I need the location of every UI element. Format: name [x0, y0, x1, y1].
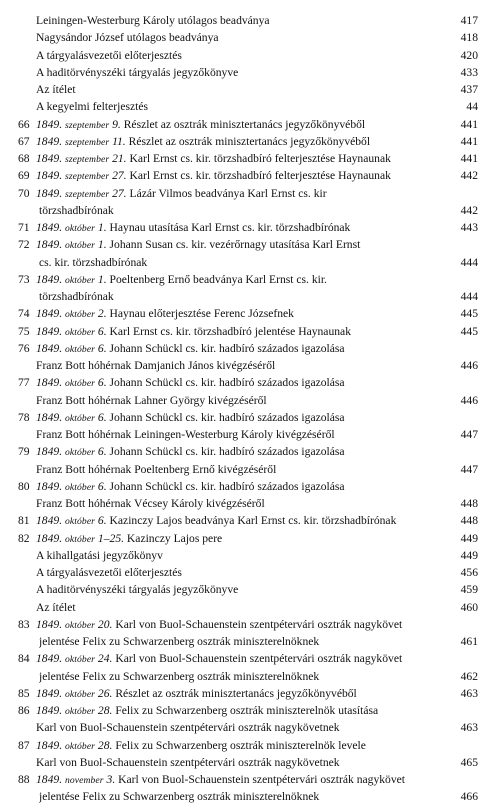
entry-number: 71 [18, 221, 30, 234]
entry-page-number: 442 [460, 169, 478, 183]
entry-year: 1849. [36, 134, 63, 148]
entry-text: jelentése Felix zu Schwarzenberg osztrák miniszterelnöknek [39, 790, 320, 804]
entry-text: Az ítélet [36, 83, 76, 96]
toc-entry [18, 495, 478, 512]
entry-title [36, 495, 448, 512]
toc-entry [18, 357, 478, 374]
entry-year: 1849. [36, 773, 63, 786]
entry-month: október [65, 412, 96, 424]
entry-title [36, 12, 448, 29]
table-of-contents [18, 12, 478, 806]
entry-month: október [65, 378, 96, 390]
entry-text: Részlet az osztrák minisztertanács jegyzőkönyvéből [123, 117, 366, 131]
entry-page-number: 443 [460, 221, 478, 234]
entry-text: Kazinczy Lajos pere [126, 531, 223, 545]
entry-year: 1849. [36, 531, 63, 545]
entry-page-number: 459 [460, 583, 478, 597]
entry-title [36, 133, 448, 151]
entry-title [36, 150, 448, 168]
entry-title [36, 426, 448, 443]
toc-entry [18, 737, 478, 754]
toc-entry [18, 426, 478, 443]
entry-month: október [65, 240, 96, 252]
entry-day: 6. [97, 341, 107, 355]
entry-page-number: 441 [460, 152, 478, 165]
entry-page-number: 445 [460, 307, 478, 321]
entry-title [36, 547, 448, 564]
entry-title [36, 167, 448, 185]
entry-page-number: 446 [460, 359, 478, 372]
entry-text: Karl von Buol-Schauenstein szentpétervári osztrák nagykövet [115, 617, 403, 631]
entry-title [36, 599, 448, 616]
entry-month: szeptember [65, 154, 110, 165]
entry-day: 6. [97, 514, 107, 528]
toc-entry [18, 219, 478, 236]
entry-number: 85 [18, 686, 30, 700]
entry-title [39, 288, 448, 305]
entry-text: Johann Schückl cs. kir. hadbíró százados igazolása [109, 479, 345, 493]
entry-number: 76 [18, 341, 30, 355]
entry-text: Karl Ernst cs. kir. törzshadbíró jelentése Haynaunak [109, 324, 351, 338]
entry-page-number: 448 [460, 514, 478, 528]
entry-page-number: 446 [460, 393, 478, 407]
entry-number: 72 [18, 238, 30, 252]
toc-entry [18, 116, 478, 133]
entry-title [36, 409, 448, 427]
entry-year: 1849. [36, 445, 63, 459]
entry-month: október [65, 533, 96, 545]
toc-entry [18, 12, 478, 29]
entry-year: 1849. [36, 376, 63, 390]
entry-title [36, 29, 448, 46]
toc-entry [18, 47, 478, 64]
entry-year: 1849. [36, 410, 63, 424]
entry-text: A tárgyalásvezetői előterjesztés [36, 566, 182, 579]
toc-entry [18, 254, 478, 271]
toc-entry [18, 599, 478, 616]
toc-entry [18, 771, 478, 788]
entry-year: 1849. [36, 617, 63, 631]
entry-year: 1849. [36, 169, 63, 183]
entry-year: 1849. [36, 652, 63, 666]
entry-month: szeptember [65, 119, 110, 131]
entry-text: Az ítélet [36, 600, 76, 614]
entry-number: 81 [18, 514, 30, 528]
entry-title [36, 719, 448, 736]
entry-title [36, 443, 448, 461]
entry-text: Franz Bott hóhérnak Lahner György kivégzéséről [36, 393, 267, 407]
entry-day: 11. [112, 134, 126, 148]
entry-title [36, 323, 448, 341]
entry-text: Poeltenberg Ernő beadványa Karl Ernst cs. kir. [109, 272, 327, 286]
entry-text: cs. kir. törzshadbírónak [39, 255, 148, 269]
entry-month: szeptember [65, 136, 110, 148]
entry-page-number: 441 [460, 117, 478, 131]
entry-title [36, 47, 448, 64]
entry-number: 79 [18, 445, 30, 459]
entry-title [36, 771, 448, 789]
entry-page-number: 465 [460, 755, 478, 769]
toc-entry [18, 323, 478, 340]
toc-entry [18, 29, 478, 46]
entry-page-number: 444 [460, 290, 478, 303]
entry-title [39, 633, 448, 650]
toc-entry [18, 512, 478, 529]
entry-day: 28. [97, 704, 113, 717]
entry-page-number: 463 [460, 721, 478, 735]
entry-text: Franz Bott hóhérnak Damjanich János kivégzéséről [36, 359, 276, 372]
entry-number: 82 [18, 531, 30, 545]
entry-page-number: 418 [460, 31, 478, 45]
entry-number: 67 [18, 134, 30, 148]
entry-page-number: 44 [466, 100, 478, 114]
entry-page-number: 441 [460, 134, 478, 148]
toc-entry [18, 633, 478, 650]
entry-title [36, 530, 448, 548]
toc-entry [18, 788, 478, 805]
entry-title [39, 202, 448, 219]
entry-text: Johann Schückl cs. kir. hadbíró százados igazolása [109, 410, 345, 424]
entry-day: 6. [97, 376, 107, 390]
entry-month: október [65, 740, 96, 752]
toc-entry [18, 719, 478, 736]
entry-day: 1–25. [97, 531, 125, 545]
entry-text: Nagysándor József utólagos beadványa [36, 31, 219, 45]
entry-page-number: 448 [460, 497, 478, 510]
entry-title [39, 254, 448, 271]
entry-day: 20. [97, 617, 113, 631]
entry-year: 1849. [36, 704, 63, 717]
entry-title [36, 392, 448, 409]
entry-page-number: 461 [460, 635, 478, 648]
entry-page-number: 449 [460, 531, 478, 545]
entry-year: 1849. [36, 272, 63, 286]
entry-text: Franz Bott hóhérnak Vécsey Károly kivégzéséről [36, 497, 265, 510]
entry-month: október [65, 706, 96, 717]
entry-year: 1849. [36, 152, 63, 165]
entry-title [36, 81, 448, 98]
entry-text: jelentése Felix zu Schwarzenberg osztrák miniszterelnöknek [39, 669, 320, 683]
toc-entry [18, 133, 478, 150]
entry-page-number: 456 [460, 566, 478, 579]
entry-year: 1849. [36, 186, 63, 200]
entry-day: 1. [97, 221, 107, 234]
entry-title [36, 64, 448, 81]
entry-text: Johann Schückl cs. kir. hadbíró százados igazolása [109, 376, 345, 390]
entry-day: 6. [97, 324, 107, 338]
entry-year: 1849. [36, 514, 63, 528]
entry-page-number: 449 [460, 548, 478, 562]
entry-title [36, 98, 448, 115]
entry-title [36, 340, 448, 358]
entry-page-number: 433 [460, 65, 478, 79]
entry-title [36, 185, 448, 203]
entry-number: 84 [18, 652, 30, 666]
entry-number: 68 [18, 152, 30, 165]
entry-text: A kihallgatási jegyzőkönyv [36, 548, 163, 562]
entry-year: 1849. [36, 324, 63, 338]
toc-entry [18, 530, 478, 547]
entry-title [36, 271, 448, 289]
entry-day: 27. [112, 186, 127, 200]
toc-entry [18, 150, 478, 167]
entry-text: Franz Bott hóhérnak Poeltenberg Ernő kivégzéséről [36, 462, 277, 476]
entry-text: A tárgyalásvezetői előterjesztés [36, 48, 182, 62]
entry-page-number: 437 [460, 83, 478, 96]
entry-title [36, 116, 448, 134]
entry-number: 78 [18, 410, 30, 424]
entry-text: törzshadbírónak [39, 290, 114, 303]
toc-entry [18, 616, 478, 633]
entry-text: Felix zu Schwarzenberg osztrák miniszterelnök utasítása [115, 704, 379, 717]
entry-title [36, 305, 448, 323]
entry-text: A haditörvényszéki tárgyalás jegyzőkönyve [36, 583, 239, 597]
entry-text: Részlet az osztrák minisztertanács jegyzőkönyvéből [128, 134, 371, 148]
entry-page-number: 460 [460, 600, 478, 614]
entry-month: október [65, 274, 96, 286]
entry-text: Felix zu Schwarzenberg osztrák miniszterelnök levele [115, 738, 366, 752]
entry-month: október [65, 309, 96, 321]
entry-text: Johann Schückl cs. kir. hadbíró százados igazolása [109, 341, 345, 355]
entry-number: 80 [18, 479, 30, 493]
entry-month: szeptember [65, 171, 110, 183]
toc-entry [18, 81, 478, 98]
entry-month: október [65, 343, 96, 355]
entry-title [36, 737, 448, 755]
toc-entry [18, 443, 478, 460]
entry-number: 70 [18, 186, 30, 200]
toc-entry [18, 547, 478, 564]
entry-page-number: 463 [460, 686, 478, 700]
entry-number: 66 [18, 117, 30, 131]
toc-entry [18, 581, 478, 598]
entry-text: Karl Ernst cs. kir. törzshadbíró felterjesztése Haynaunak [129, 169, 391, 183]
entry-text: jelentése Felix zu Schwarzenberg osztrák miniszterelnöknek [39, 635, 320, 648]
entry-title [36, 374, 448, 392]
toc-entry [18, 98, 478, 115]
entry-month: október [65, 447, 96, 459]
toc-entry [18, 64, 478, 81]
toc-entry [18, 564, 478, 581]
entry-number: 74 [18, 307, 30, 321]
entry-text: Részlet az osztrák minisztertanács jegyzőkönyvéből [115, 686, 357, 700]
entry-page-number: 420 [460, 48, 478, 62]
toc-entry [18, 650, 478, 667]
entry-text: Haynau utasítása Karl Ernst cs. kir. törzshadbírónak [109, 221, 351, 234]
entry-month: október [65, 223, 96, 234]
entry-title [36, 650, 448, 668]
toc-entry [18, 461, 478, 478]
entry-text: Johann Schückl cs. kir. hadbíró százados igazolása [109, 445, 345, 459]
toc-entry [18, 236, 478, 253]
entry-month: november [65, 775, 104, 786]
entry-day: 6. [97, 445, 107, 459]
entry-month: szeptember [65, 188, 110, 200]
entry-title [39, 668, 448, 685]
entry-text: A haditörvényszéki tárgyalás jegyzőkönyve [36, 65, 239, 79]
entry-text: Karl von Buol-Schauenstein szentpétervári osztrák nagykövetnek [36, 755, 340, 769]
entry-title [36, 461, 448, 478]
entry-day: 24. [97, 652, 113, 666]
entry-title [36, 702, 448, 720]
entry-page-number: 447 [460, 462, 478, 476]
entry-day: 28. [97, 738, 113, 752]
entry-page-number: 466 [460, 790, 478, 804]
entry-title [36, 357, 448, 374]
entry-day: 1. [97, 272, 107, 286]
entry-title [36, 754, 448, 771]
toc-entry [18, 702, 478, 719]
entry-text: A kegyelmi felterjesztés [36, 100, 149, 114]
entry-title [36, 685, 448, 703]
entry-year: 1849. [36, 686, 63, 700]
entry-month: október [65, 481, 96, 493]
entry-text: Haynau előterjesztése Ferenc Józsefnek [109, 307, 294, 321]
entry-page-number: 445 [460, 324, 478, 338]
toc-entry [18, 167, 478, 184]
toc-entry [18, 340, 478, 357]
entry-title [36, 564, 448, 581]
entry-title [36, 236, 448, 254]
entry-title [36, 478, 448, 496]
entry-day: 2. [97, 307, 107, 321]
toc-entry [18, 374, 478, 391]
toc-entry [18, 288, 478, 305]
toc-entry [18, 409, 478, 426]
entry-month: október [65, 326, 96, 338]
entry-year: 1849. [36, 117, 63, 131]
entry-page-number: 462 [460, 669, 478, 683]
entry-day: 21. [112, 152, 127, 165]
entry-month: október [65, 619, 96, 631]
toc-entry [18, 305, 478, 322]
entry-title [36, 581, 448, 598]
entry-page-number: 417 [460, 14, 478, 27]
toc-entry [18, 754, 478, 771]
entry-number: 77 [18, 376, 30, 390]
entry-text: Karl Ernst cs. kir. törzshadbíró felterjesztése Haynaunak [129, 152, 391, 165]
entry-month: október [65, 516, 96, 528]
entry-day: 27. [112, 169, 127, 183]
entry-year: 1849. [36, 238, 63, 252]
entry-number: 87 [18, 738, 30, 752]
entry-number: 86 [18, 704, 30, 717]
toc-entry [18, 392, 478, 409]
toc-entry [18, 202, 478, 219]
entry-number: 75 [18, 324, 30, 338]
entry-month: október [65, 654, 96, 666]
entry-day: 6. [97, 410, 107, 424]
entry-number: 83 [18, 617, 30, 631]
entry-month: október [65, 688, 96, 700]
entry-year: 1849. [36, 221, 63, 234]
entry-year: 1849. [36, 307, 63, 321]
entry-title [39, 788, 448, 805]
toc-entry [18, 685, 478, 702]
entry-text: Karl von Buol-Schauenstein szentpétervári osztrák nagykövetnek [36, 721, 340, 735]
entry-title [36, 219, 448, 237]
entry-number: 73 [18, 272, 30, 286]
entry-text: törzshadbírónak [39, 203, 114, 217]
entry-year: 1849. [36, 479, 63, 493]
entry-text: Karl von Buol-Schauenstein szentpétervári osztrák nagykövet [118, 773, 406, 786]
toc-entry [18, 478, 478, 495]
entry-page-number: 444 [460, 255, 478, 269]
entry-text: Franz Bott hóhérnak Leiningen-Westerburg Károly kivégzéséről [36, 428, 335, 441]
entry-number: 69 [18, 169, 30, 183]
entry-title [36, 616, 448, 634]
entry-text: Johann Susan cs. kir. vezérőrnagy utasítása Karl Ernst [109, 238, 361, 252]
entry-text: Leiningen-Westerburg Károly utólagos beadványa [36, 14, 270, 27]
toc-entry [18, 668, 478, 685]
toc-entry [18, 185, 478, 202]
entry-day: 9. [112, 117, 121, 131]
entry-day: 3. [106, 773, 116, 786]
entry-day: 26. [97, 686, 113, 700]
entry-text: Lázár Vilmos beadványa Karl Ernst cs. kir [129, 186, 327, 200]
toc-entry [18, 271, 478, 288]
entry-page-number: 447 [460, 428, 478, 441]
entry-text: Kazinczy Lajos beadványa Karl Ernst cs. kir. törzshadbírónak [109, 514, 397, 528]
entry-day: 1. [97, 238, 107, 252]
entry-day: 6. [97, 479, 107, 493]
entry-number: 88 [18, 773, 30, 786]
entry-title [36, 512, 448, 530]
entry-year: 1849. [36, 341, 63, 355]
entry-year: 1849. [36, 738, 63, 752]
entry-page-number: 442 [460, 203, 478, 217]
entry-text: Karl von Buol-Schauenstein szentpétervári osztrák nagykövet [115, 652, 403, 666]
